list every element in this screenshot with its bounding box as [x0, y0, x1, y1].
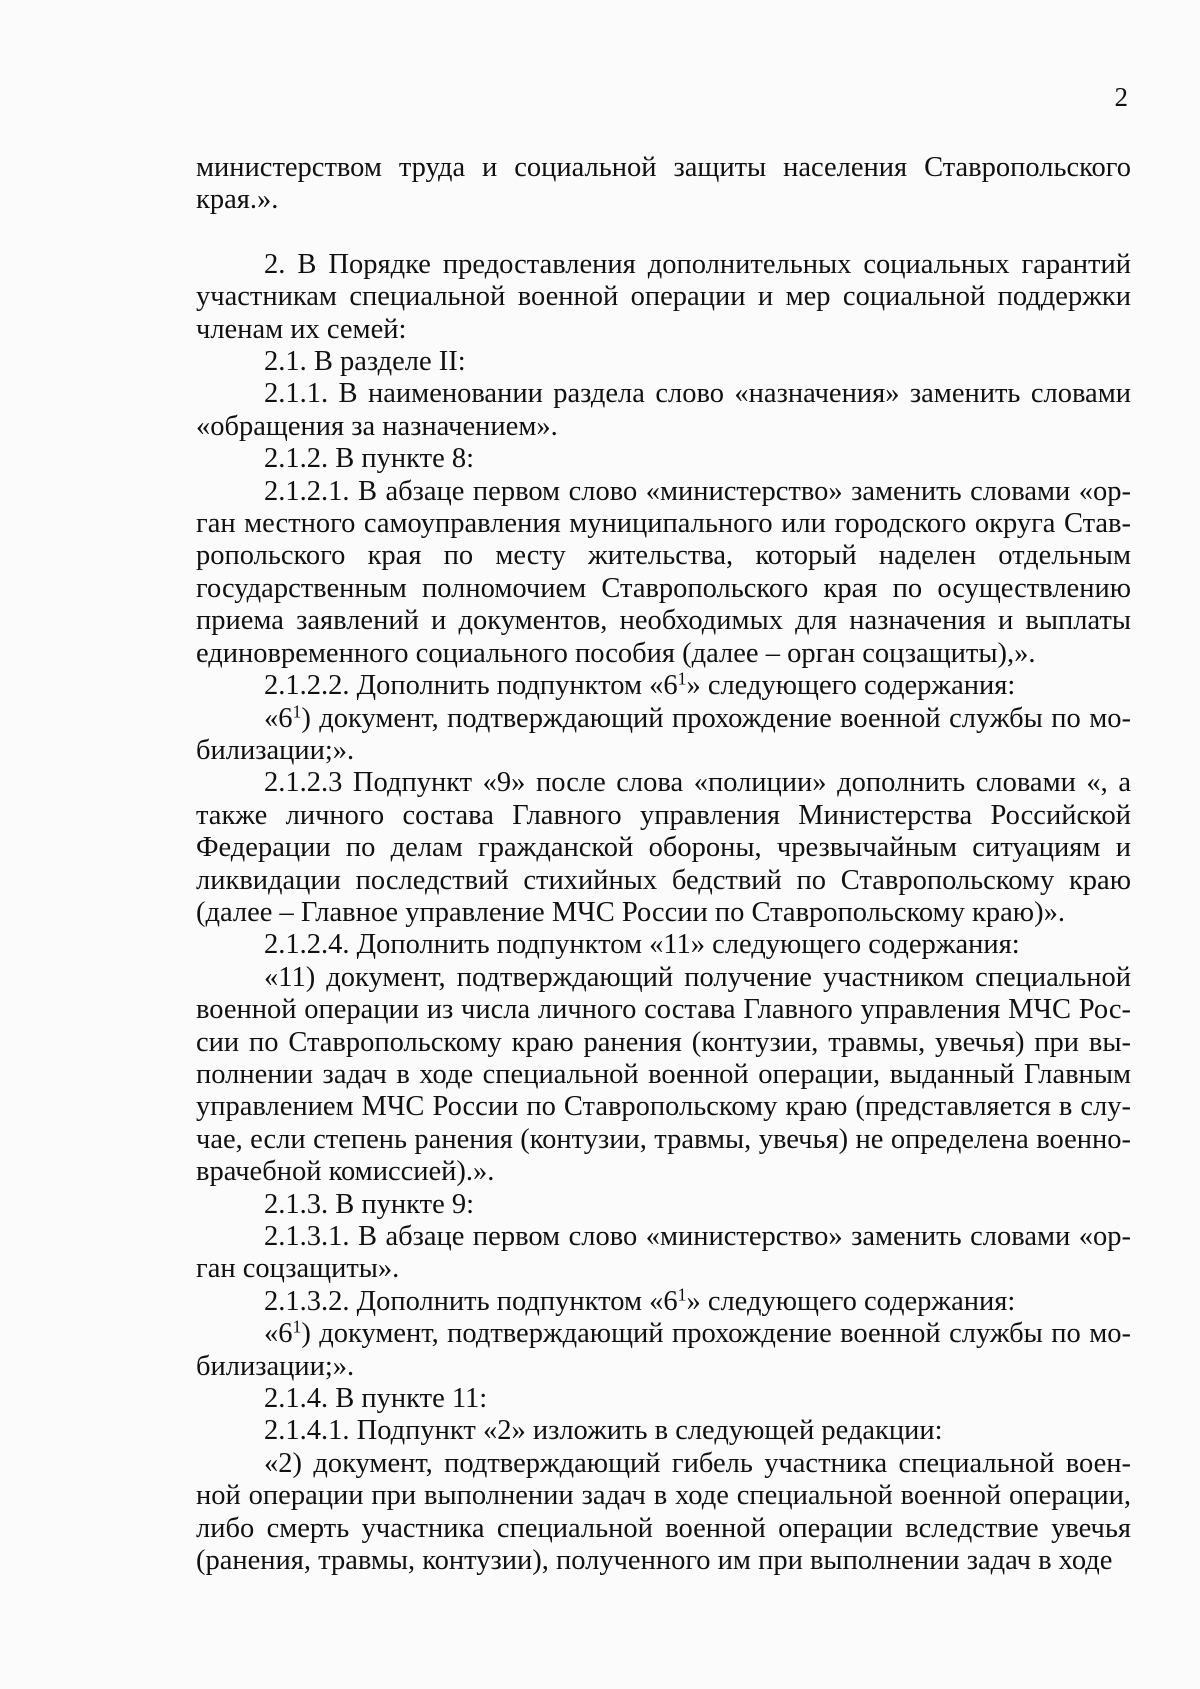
paragraph-item-2: 2. В Порядке предоставления дополнительных социальных гарантий участникам специальной военной операции и мер социальной поддержки членам их семей:	[196, 248, 1131, 345]
paragraph-subitem-11: «11) документ, подтверждающий получение участником специальной военной операции из числа личного состава Главного управления МЧС России по Ставропольскому краю ранения (контузии, травмы, увечья) при выполнении задач в ходе специальной военной операции, выданный Главным управлением МЧС России по Ставропольскому краю (представляется в случае, если степень ранения (контузии, травмы, увечья) не определена военно-врачебной комиссией).».	[196, 961, 1131, 1188]
paragraph-text-after: » следующего содержания:	[686, 1285, 1016, 1317]
paragraph-text-before: «6	[264, 1318, 293, 1350]
paragraph-item-2-1-2-1: 2.1.2.1. В абзаце первом слово «министерство» заменить словами «орган местного самоуправления муниципального или городского округа Ставропольского края по месту жительства, который наделен отдельным государственным полномочием Ставропольского края по осуществлению приема заявлений и документов, необходимых для назначения и выплаты единовременного социального пособия (далее – орган соцзащиты),».	[196, 475, 1131, 669]
paragraph-text-after: » следующего содержания:	[686, 670, 1016, 702]
paragraph-text-after: ) документ, подтверждающий прохождение военной службы по мобилизации;».	[196, 702, 1131, 766]
paragraph-text-before: 2.1.3.2. Дополнить подпунктом «6	[264, 1285, 678, 1317]
paragraph-item-2-1-4: 2.1.4. В пункте 11:	[264, 1383, 488, 1415]
paragraph-item-2-1-2-3: 2.1.2.3 Подпункт «9» после слова «полиции» дополнить словами «, а также личного состава Главного управления Министерства Российской Федерации по делам гражданской обороны, чрезвычайным ситуациям и ликвидации последствий стихийных бедствий по Ставропольскому краю (далее – Главное управление МЧС России по Ставропольскому краю)».	[196, 767, 1131, 928]
paragraph-continuation: министерством труда и социальной защиты населения Ставропольского края.».	[196, 152, 1131, 216]
paragraph-item-2-1-3-1: 2.1.3.1. В абзаце первом слово «министерство» заменить словами «орган соцзащиты».	[196, 1221, 1131, 1285]
paragraph-text-after: ) документ, подтверждающий прохождение военной службы по мобилизации;».	[196, 1318, 1131, 1382]
page-number: 2	[1114, 82, 1128, 112]
document-body	[196, 152, 1131, 1577]
paragraph-text-before: «6	[264, 702, 293, 734]
superscript: 1	[292, 700, 302, 721]
paragraph-item-2-1-3-2	[196, 1286, 1131, 1318]
superscript: 1	[677, 1284, 687, 1305]
paragraph-subitem-6-1	[196, 700, 1131, 768]
paragraph-item-2-1-1: 2.1.1. В наименовании раздела слово «назначения» заменить словами «обращения за назначением».	[196, 378, 1131, 442]
paragraph-item-2-1-4-1: 2.1.4.1. Подпункт «2» изложить в следующей редакции:	[264, 1415, 943, 1447]
superscript: 1	[292, 1316, 302, 1337]
paragraph-item-2-1-2: 2.1.2. В пункте 8:	[264, 443, 475, 475]
paragraph-subitem-2: «2) документ, подтверждающий гибель участника специальной военной операции при выполнении задач в ходе специальной военной операции, либо смерть участника специальной военной операции вследствие увечья (ранения, травмы, контузии), полученного им при выполнении задач в ходе	[196, 1447, 1131, 1577]
paragraph-item-2-1: 2.1. В разделе II:	[264, 346, 466, 378]
paragraph-item-2-1-2-4: 2.1.2.4. Дополнить подпунктом «11» следующего содержания:	[264, 929, 1020, 961]
paragraph-item-2-1-2-2	[196, 670, 1131, 702]
superscript: 1	[677, 668, 687, 689]
paragraph-text-before: 2.1.2.2. Дополнить подпунктом «6	[264, 670, 678, 702]
paragraph-item-2-1-3: 2.1.3. В пункте 9:	[264, 1188, 475, 1220]
paragraph-subitem-6-1-repeat	[196, 1318, 1131, 1383]
